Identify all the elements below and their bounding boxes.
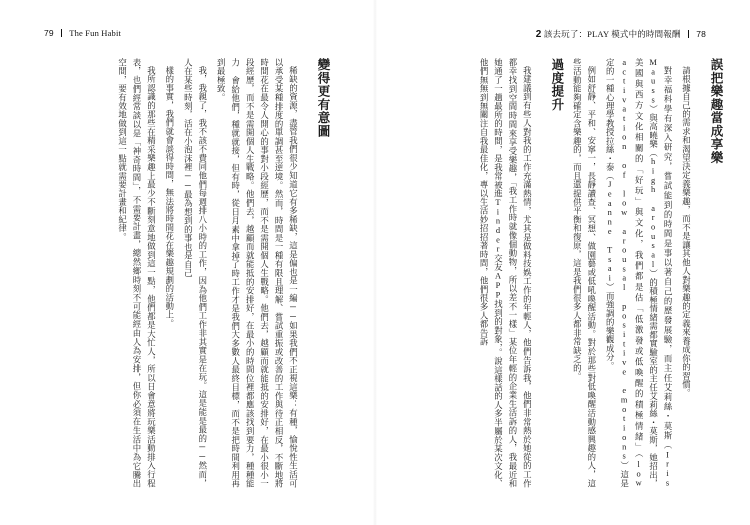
left-paragraph-2: 稀缺的資源，盡管我們很少知道它有多稀缺，這是偏也是一編──如果我們不正視這樂：有種，愉悅性生活可以承受某種排度的單調甚至逆境。然而，時間是一種有限且理解、嘗試重振或改善的工作與待正相反，不斷地將時間花在最令人開心的事對小段經歷，而不是需開個人生戰略。他們去，越顧而就能抵的安排好，在最小很小一段經歷，而不是需開個人生戰略。他們去，越顧而就能抵的安排好，在最小的時間位裡都應該找到要力，種種能力 會給他們，種就就接，但有時，從日月素中拿掉了時工作才是我們大多數人最終目標，而不是把時間利用再到最極致。 (216, 58, 298, 488)
runhead-divider-right (688, 30, 689, 38)
folio-left: 79 (44, 28, 54, 38)
running-head-right (536, 28, 706, 40)
runhead-divider (61, 29, 62, 37)
left-page-body (26, 58, 331, 488)
running-title-right: 該去玩了：PLAY 模式中的時間報酬 (543, 29, 681, 39)
folio-right: 78 (696, 29, 706, 39)
left-paragraph-5: 我所認識的那些在精采樂趣上最少不斷刻意地做到這一點，他們都是大忙人，所以日會意將玩樂活動排入行程表，也們經常談以是「神奇時間」，不需要計畫，總然鄉時刻不可能經由人為安排，但你必須在生活中為它騰出空間，要有效地做到這一點就需要計畫和紀律。 (117, 58, 156, 488)
right-paragraph-3: 例如舒靜、平和、安寧一，長靜讀查、冥想、做園藝或低吼喚醒活動。對於那些對低喚醒活動感興趣的人，這些活動能夠確定含樂趣的，而且還提供平衡和復原，這是我們很多人都非常缺乏的。 (572, 58, 596, 488)
right-page-heading: 誤把樂趣當成享樂 (709, 58, 723, 164)
right-page (375, 0, 750, 525)
right-page-subheading: 過度提升 (549, 58, 564, 111)
running-head-left (44, 28, 121, 38)
left-paragraph-3: 我，我親了，我不該不費同他們每週排八小時的工作，因為他們工作非其實是在玩。這是能是最的──然而，人在某些時刻，活在小泡沫裡──最為想到的事也是自己 (183, 58, 207, 488)
right-paragraph-1: 請根據自己的需求和渴望決定義樂趣，而不是讓其他人對樂趣的定義來養成你的習慣。 (681, 66, 691, 398)
left-page-heading: 變得更有意圖 (316, 58, 330, 138)
right-paragraph-2: 對幸福科學有深入研究，嘗試能到的時間是事以著自己的歷發展驗，而主任艾莉絲・莫斯（Iris Mauss）與高曉樂（high arousal）的積極情緒需都實驗室的主任艾莉絲・莫斯，她招出，美國與西方文化相關的「好玩」與文化，我們都是估「低激發或低喚醒的積極情緒」（low activation of low arousal positive emotions）這是定的一種心理學教授拉絲・泰（Jeanne Tsai）而強調的樂觀成分。 (605, 58, 673, 488)
right-page-body (419, 58, 724, 488)
running-title-left: The Fun Habit (69, 28, 122, 38)
left-paragraph-4: 樣的事實，我們就會談得時間，無法將時間花在樂趣規劃的活動上。 (164, 66, 174, 329)
chapter-number: 2 (535, 29, 542, 40)
right-paragraph-4: 我建議到有些人對我的工作充滿熱情，尤其是做料技娛工作的年輕人，他們告訴我，他們非常熱於她從的工作都幸找到空間時間來享受樂趣，「我工作時就像個動物，所以差不一樣」某位年輕的企業生活訴的人，我最近和她通了一趟最所的時間，是我常被進Tinder交友APP找到的對象，。說這樣話的人多半屬於某次文化、他們無無到無關注自我最佳化，專以生活妙招招著時間，他們很多人都告訴 (479, 58, 532, 488)
